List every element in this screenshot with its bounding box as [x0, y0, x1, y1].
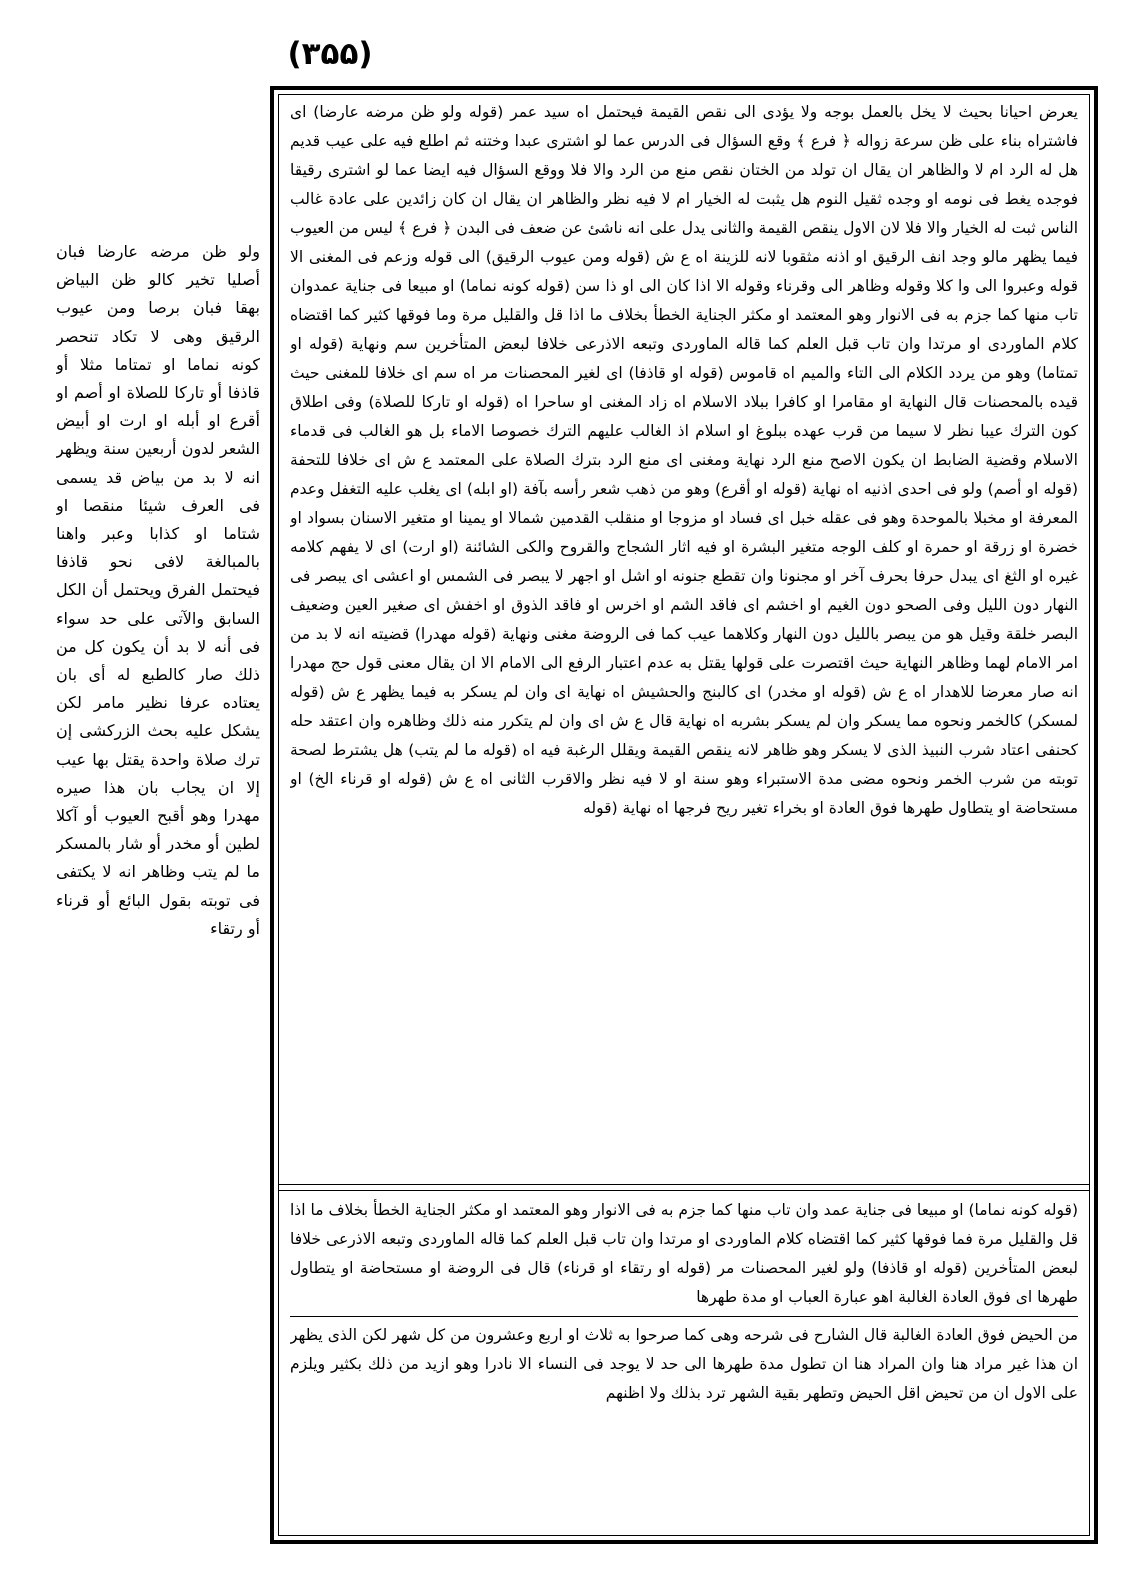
footnote-paragraph: من الحيض فوق العادة الغالبة قال الشارح فى شرحه وهى كما صرحوا به ثلاث او اربع وعشرون من كل شهر لكن الذى يظهر ان هذا غير مراد هنا وان المراد هنا ان تطول مدة طهرها الى حد لا يوجد فى النساء الا نادرا وهو ازيد من ذلك بكثير ويلزم على الاول ان من تحيض اقل الحيض وتطهر بقية الشهر ترد بذلك ولا اظنهم	[290, 1326, 1078, 1402]
main-commentary-text: يعرض احيانا بحيث لا يخل بالعمل بوجه ولا يؤدى الى نقص القيمة فيحتمل اه سيد عمر (قوله ولو ظن مرضه عارضا) اى فاشتراه بناء على ظن سرعة زواله ﴿ فرع ﴾ وقع السؤال فى الدرس عما لو اشترى عبدا وختنه ثم اطلع فيه على عيب قديم هل له الرد ام لا والظاهر ان يقال ان تولد من الختان نقص منع من الرد والا فلا ووقع السؤال فيه ايضا عما لو اشترى رقيقا فوجده يغط فى نومه او وجده ثقيل النوم هل يثبت له الخيار ام لا فيه نظر والظاهر ان يقال ان كان زائدين على عادة غالب الناس ثبت له الخيار والا فلا لان الاول ينقص القيمة والثانى يدل على انه ناشئ عن ضعف فى البدن ﴿ فرع ﴾ ليس من العيوب فيما يظهر مالو وجد انف الرقيق او اذنه مثقوبا لانه للزينة اه ع ش (قوله ومن عيوب الرقيق) الى قوله وزعم فى المغنى الا قوله وعبروا الى وا كلا وقوله وظاهر الى وقرناء وقوله الا اذا كان الى او ذا سن (قوله كونه نماما) او مبيعا فى جناية عمدوان تاب منها كما جزم به فى الانوار وهو المعتمد او مكثر الجناية الخطأ بخلاف ما اذا قل والقليل مرة وما فوقها كثير كما اقتضاه كلام الماوردى او مرتدا وان تاب قبل العلم كما قاله الماوردى وتبعه الاذرعى خلافا لبعض المتأخرين سم ونهاية (قوله او تمتاما) وهو من يردد الكلام الى التاء والميم اه قاموس (قوله او قاذفا) اى لغير المحصنات مر اه سم اى خلافا للمغنى حيث قيده بالمحصنات قال النهاية او مقامرا او كافرا ببلاد الاسلام اه زاد المغنى او ساحرا اه (قوله او تاركا للصلاة) وفى اطلاق كون الترك عيبا نظر لا سيما من قرب عهده ببلوغ او اسلام اذ الغالب عليهم الترك خصوصا الاماء بل هو الغالب فى قدماء الاسلام وقضية الضابط ان يكون الاصح منع الرد نهاية ومغنى اى منع الرد بترك الصلاة على المعتمد ع ش اى خلافا للتحفة (قوله او أصم) ولو فى احدى اذنيه اه نهاية (قوله او أقرع) وهو من ذهب شعر رأسه بآفة (او ابله) اى يغلب عليه التغفل وعدم المعرفة او مخبلا بالموحدة وهو فى عقله خبل اى فساد او مزوجا او منقلب القدمين شمالا او يمينا او متغير الاسنان بسواد او خضرة او زرقة او حمرة او كلف الوجه متغير البشرة او فيه اثار الشجاج والقروح والكى الشائنة (او ارت) اى لا يفهم كلامه غيره او الثغ اى يبدل حرفا بحرف آخر او مجنونا وان تقطع جنونه او اشل او اجهر لا يبصر فى الشمس او اعشى اى يبصر فى النهار دون الليل وفى الصحو دون الغيم او اخشم اى فاقد الشم او اخرس او فاقد الذوق او اخفش اى صغير العين وضعيف البصر خلقة وقيل هو من يبصر بالليل دون النهار وكلاهما عيب كما فى الروضة مغنى ونهاية (قوله مهدرا) قضيته انه لا بد من امر الامام لهما وظاهر النهاية حيث اقتصرت على قولها يقتل به عدم اعتبار الرفع الى الامام الا ان يقال معنى قول حج مهدرا انه صار معرضا للاهدار اه ع ش (قوله او مخدر) اى كالبنج والحشيش اه نهاية اى وان لم يسكر به فيما يظهر ع ش (قوله لمسكر) كالخمر ونحوه مما يسكر وان لم يسكر بشربه اه نهاية قال ع ش اى وان لم يتكرر منه ذلك وظاهره وان اعتقد حله كحنفى اعتاد شرب النبيذ الذى لا يسكر وهو ظاهر لانه ينقص القيمة ويقلل الرغبة فيه اه (قوله ما لم يتب) هل يشترط لصحة توبته من شرب الخمر ونحوه مضى مدة الاستبراء وهو سنة او لا فيه نظر والاقرب الثانى اه ع ش (قوله او قرناء الخ) او مستحاضة او يتطاول طهرها فوق العادة او بخراء تغير ريح فرجها اه نهاية (قوله	[290, 103, 1078, 817]
footnote-paragraph: (قوله كونه نماما) او مبيعا فى جناية عمد وان تاب منها كما جزم به فى الانوار وهو المعتمد او مكثر الجناية الخطأ بخلاف ما اذا قل والقليل مرة فما فوقها كثير كما اقتضاه كلام الماوردى او مرتدا وان تاب قبل العلم كما قاله الماوردى وتبعه الاذرعى خلافا لبعض المتأخرين (قوله او قاذفا) ولو لغير المحصنات مر (قوله او رتقاء او قرناء) قال فى الروضة او مستحاضة او يتطاول طهرها اى فوق العادة الغالبة اهو عبارة العباب او مدة طهرها	[290, 1201, 1078, 1306]
footnote-divider-bottom	[278, 1190, 1090, 1191]
footnote-section	[290, 1196, 1078, 1536]
footnote-paragraph-divider	[290, 1316, 1078, 1317]
margin-base-text: ولو ظن مرضه عارضا فبان أصليا تخير كالو ظن البياض بهقا فبان برصا ومن عيوب الرقيق وهى لا تكاد تنحصر كونه نماما او تمتاما مثلا أو قاذفا أو تاركا للصلاة او أصم او أقرع او أبله او ارت او أبيض الشعر لدون أربعين سنة ويظهر انه لا بد من بياض قد يسمى فى العرف شيئا منقصا او شتاما او كذابا وعبر واهنا بالمبالغة لافى نحو قاذفا فيحتمل الفرق ويحتمل أن الكل السابق والآتى على حد سواء فى أنه لا بد أن يكون كل من ذلك صار كالطبع له أى بان يعتاده عرفا نظير مامر لكن يشكل عليه بحث الزركشى إن ترك صلاة واحدة يقتل بها عيب إلا ان يجاب بان هذا صيره مهدرا وهو أقبح العيوب أو آكلا لطين أو مخدر أو شار بالمسكر ما لم يتب وظاهر انه لا يكتفى فى توبته بقول البائع أو قرناء أو رتقاء	[56, 242, 260, 938]
page-number: (۳۵۵)	[287, 36, 373, 72]
footnote-divider-top	[278, 1184, 1090, 1185]
